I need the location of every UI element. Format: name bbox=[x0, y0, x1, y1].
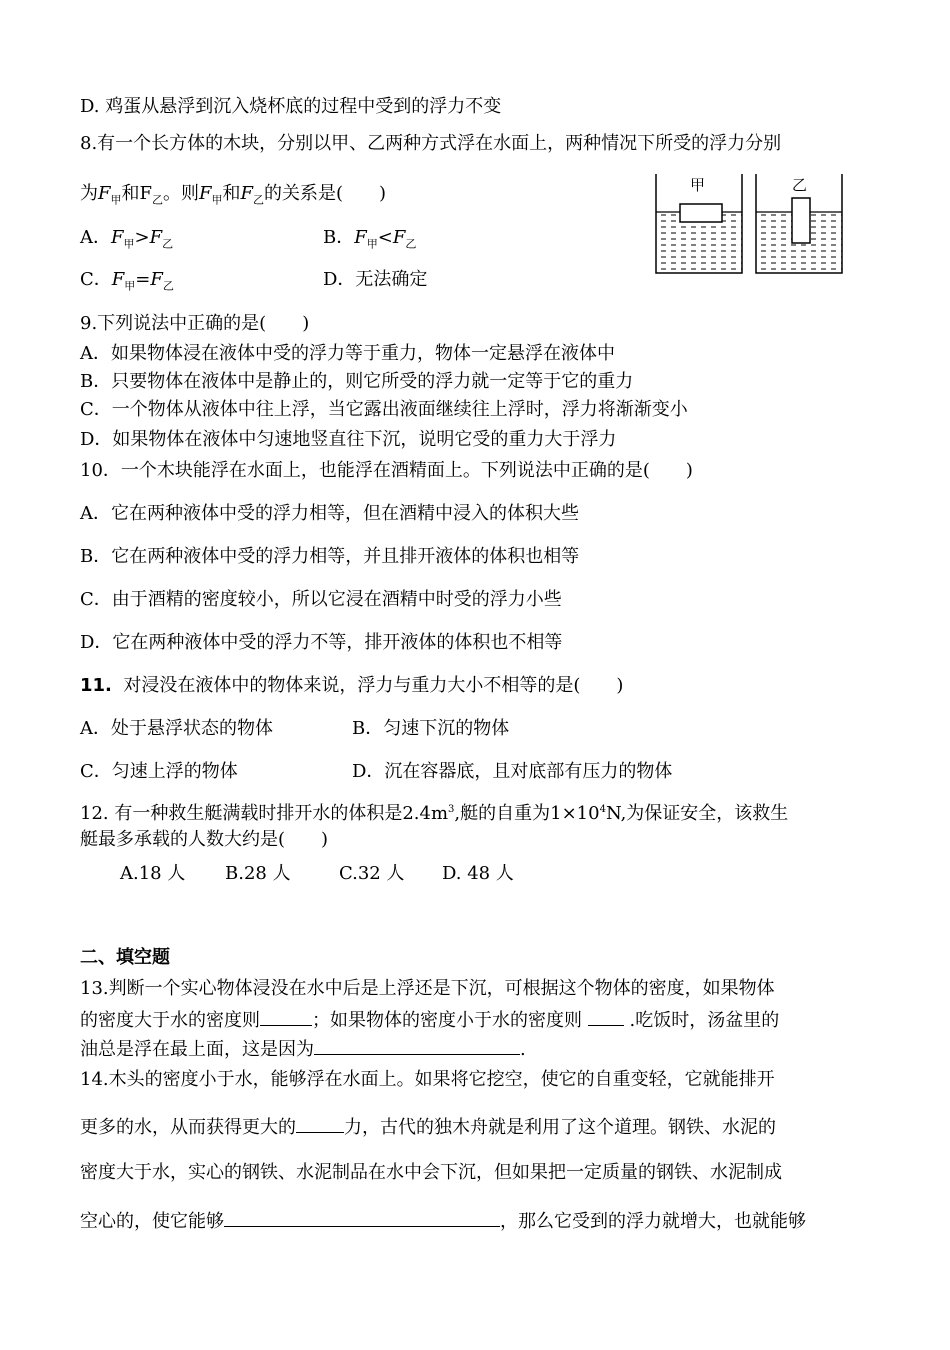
q11-stem: 11. 对浸没在液体中的物体来说，浮力与重力大小不相等的是( ) bbox=[80, 675, 624, 696]
block-jia bbox=[680, 204, 722, 222]
q8-option-d: D．无法确定 bbox=[323, 269, 428, 290]
q10-option-b: B．它在两种液体中受的浮力相等，并且排开液体的体积也相等 bbox=[80, 546, 580, 567]
q9-stem: 9.下列说法中正确的是( ) bbox=[80, 313, 310, 334]
q11-option-a: A．处于悬浮状态的物体 bbox=[80, 718, 273, 739]
q8-option-b: B．$F_甲<F_乙$ bbox=[323, 227, 417, 251]
q8-option-a: A．$F_甲>F_乙$ bbox=[80, 227, 174, 251]
fig-label-yi: 乙 bbox=[792, 176, 808, 194]
section-title-fill-blank: 二、填空题 bbox=[80, 947, 170, 968]
q14-line3: 密度大于水，实心的钢铁、水泥制品在水中会下沉，但如果把一定质量的钢铁、水泥制成 bbox=[80, 1162, 782, 1183]
q12-stem-line1: 12. 有一种救生艇满载时排开水的体积是$2.4m^3$,艇的自重为$1\times 10^4N$,为保证安全，该救生 bbox=[80, 803, 789, 824]
q8-option-c: C．$F_甲=F_乙$ bbox=[80, 269, 174, 293]
q9-option-d: D．如果物体在液体中匀速地竖直往下沉，说明它受的重力大于浮力 bbox=[80, 429, 617, 450]
q7-option-d: D. 鸡蛋从悬浮到沉入烧杯底的过程中受到的浮力不变 bbox=[80, 96, 502, 117]
q12-option-d: D. 48 人 bbox=[442, 863, 514, 884]
q10-option-d: D．它在两种液体中受的浮力不等，排开液体的体积也不相等 bbox=[80, 632, 563, 653]
q9-option-c: C．一个物体从液体中往上浮，当它露出液面继续往上浮时，浮力将渐渐变小 bbox=[80, 399, 688, 420]
q13-line3: 油总是浮在最上面，这是因为 . bbox=[80, 1036, 526, 1062]
q10-option-c: C．由于酒精的密度较小，所以它浸在酒精中时受的浮力小些 bbox=[80, 589, 562, 610]
q14-line2: 更多的水，从而获得更大的 力，古代的独木舟就是利用了这个道理。钢铁、水泥的 bbox=[80, 1114, 776, 1140]
q12-stem-line2: 艇最多承载的人数大约是( ) bbox=[80, 829, 329, 850]
q10-stem: 10．一个木块能浮在水面上，也能浮在酒精面上。下列说法中正确的是( ) bbox=[80, 460, 693, 481]
q9-option-b: B．只要物体在液体中是静止的，则它所受的浮力就一定等于它的重力 bbox=[80, 371, 634, 392]
q11-option-c: C．匀速上浮的物体 bbox=[80, 761, 238, 782]
q13-blank-1[interactable] bbox=[260, 1007, 312, 1026]
q13-blank-3[interactable] bbox=[314, 1036, 520, 1055]
q13-blank-2[interactable] bbox=[588, 1007, 624, 1026]
q11-option-d: D．沉在容器底，且对底部有压力的物体 bbox=[352, 761, 673, 782]
block-yi bbox=[792, 198, 810, 243]
q14-line1: 14.木头的密度小于水，能够浮在水面上。如果将它挖空，使它的自重变轻，它就能排开 bbox=[80, 1069, 775, 1090]
q14-blank-2[interactable] bbox=[224, 1208, 500, 1227]
q12-option-a: A.18 人 bbox=[120, 863, 186, 884]
q8-figure bbox=[650, 170, 850, 280]
q8-stem-line1: 8.有一个长方体的木块，分别以甲、乙两种方式浮在水面上，两种情况下所受的浮力分别 bbox=[80, 133, 782, 154]
q14-blank-1[interactable] bbox=[296, 1114, 344, 1133]
q11-option-b: B．匀速下沉的物体 bbox=[352, 718, 510, 739]
fig-label-jia: 甲 bbox=[690, 176, 706, 194]
q13-line1: 13.判断一个实心物体浸没在水中后是上浮还是下沉，可根据这个物体的密度，如果物体 bbox=[80, 978, 775, 999]
q14-line4: 空心的，使它能够 ，那么它受到的浮力就增大，也就能够 bbox=[80, 1208, 806, 1234]
q13-line2: 的密度大于水的密度则 ；如果物体的密度小于水的密度则 .吃饭时，汤盆里的 bbox=[80, 1007, 779, 1033]
q10-option-a: A．它在两种液体中受的浮力相等，但在酒精中浸入的体积大些 bbox=[80, 503, 579, 524]
q12-option-b: B.28 人 bbox=[225, 863, 291, 884]
q8-stem-line2: 为$F_甲$和$F_乙$。则$F_甲$和$F_乙$的关系是( ) bbox=[80, 183, 387, 207]
q9-option-a: A．如果物体浸在液体中受的浮力等于重力，物体一定悬浮在液体中 bbox=[80, 343, 615, 364]
q12-option-c: C.32 人 bbox=[339, 863, 405, 884]
